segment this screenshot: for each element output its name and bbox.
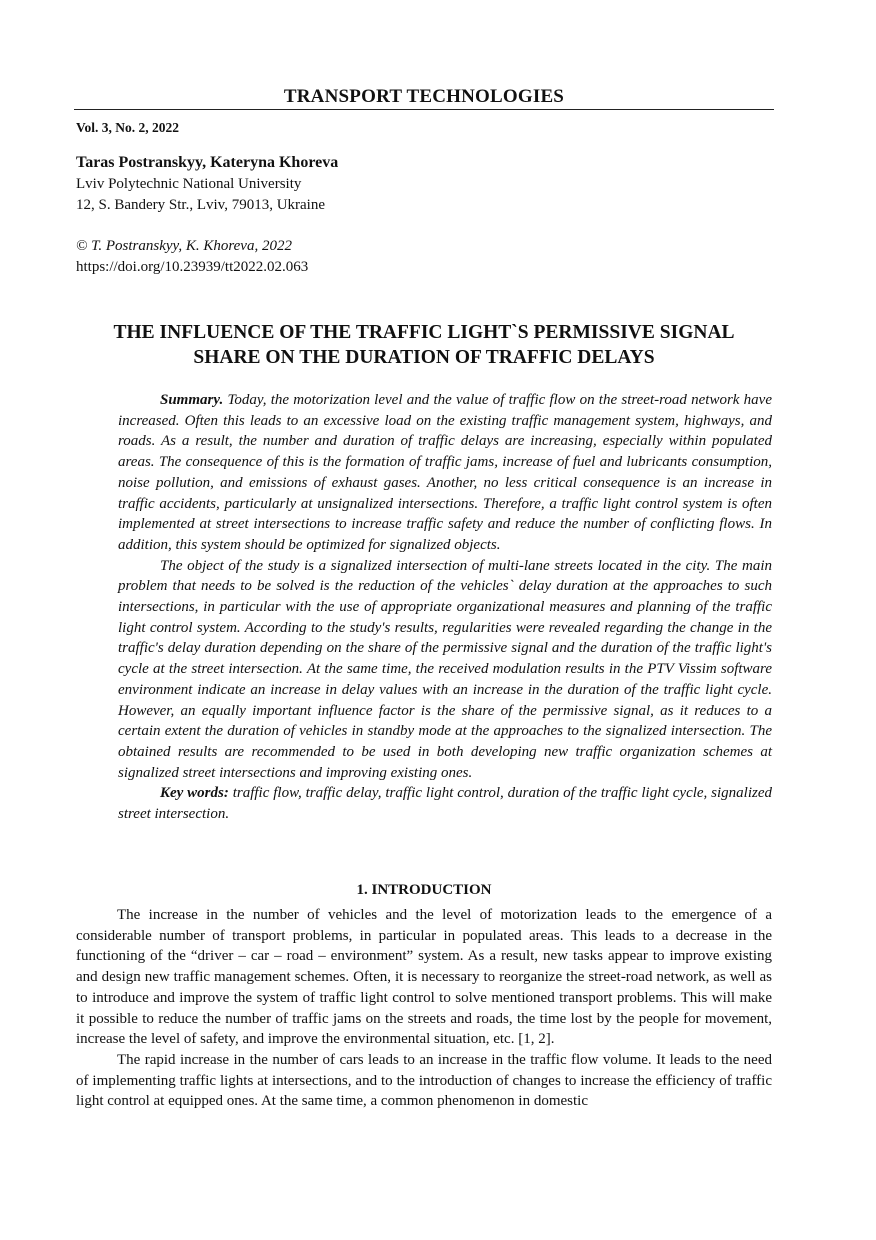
- keywords-paragraph: [118, 783, 772, 824]
- abstract: [118, 390, 772, 825]
- header-rule: [74, 109, 774, 110]
- abstract-paragraph-2: The object of the study is a signalized intersection of multi-lane streets located in the city. The main problem that needs to be solved is the reduction of the vehicles` delay duration at the approaches to such intersections, in particular with the use of appropriate organizational measures and planning of the traffic light control system. According to the study's results, regularities were revealed regarding the change in the traffic's delay duration depending on the share of the permissive signal and the duration of the traffic light's cycle at the street intersection. At the same time, the received modulation results in the PTV Vissim software environment indicate an increase in delay values with an increase in the duration of the traffic light cycle. However, an equally important influence factor is the share of the permissive signal, as it reduces to a certain extent the duration of vehicles in standby mode at the approaches to the signalized intersection. The obtained results are recommended to be used in both developing new traffic organization schemes at signalized street intersections and improving existing ones.: [118, 557, 772, 781]
- intro-paragraph-1: The increase in the number of vehicles and the level of motorization leads to the emergence of a considerable number of transport problems, in particular in populated areas. This leads to a decrease in the functioning of the “driver – car – road – environment” system. As a result, new tasks appear to improve existing and design new traffic management schemes. Often, it is necessary to reorganize the street-road network, as well as to introduce and improve the system of traffic light control to solve mentioned transport problems. This will make it possible to reduce the number of traffic jams on the streets and roads, the time lost by the people for movement, increase the level of safety, and improve the environmental situation, etc. [1, 2].: [76, 907, 772, 1048]
- keywords-text: traffic flow, traffic delay, traffic light control, duration of the traffic light cycle, signalized street intersection.: [118, 785, 772, 823]
- paper-title-line-1: THE INFLUENCE OF THE TRAFFIC LIGHT`S PERMISSIVE SIGNAL: [113, 322, 735, 343]
- author-address: 12, S. Bandery Str., Lviv, 79013, Ukraine: [76, 197, 326, 213]
- paper-title: [74, 320, 774, 370]
- intro-paragraph-2: The rapid increase in the number of cars leads to an increase in the traffic flow volume. It leads to the need of implementing traffic lights at intersections, and to the introduction of changes to increase the efficiency of traffic light control at equipped ones. At the same time, a common phenomenon in domestic: [76, 1051, 772, 1110]
- summary-label: Summary.: [160, 392, 224, 408]
- section-heading-introduction: 1. INTRODUCTION: [356, 882, 492, 898]
- summary-text: Today, the motorization level and the value of traffic flow on the street-road network have increased. Often this leads to an excessive load on the existing traffic management system, highways, and roads. As a result, the number and duration of traffic delays are increasing, especially within populated areas. The consequence of this is the formation of traffic jams, increase of fuel and lubricants consumption, noise pollution, and emissions of exhaust gases. Another, no less critical consequence is an increase in traffic accidents, particularly at unsignalized intersections. Therefore, a traffic light control system is often implemented at street intersections to increase traffic safety and reduce the number of conflicting flows. In addition, this system should be optimized for signalized objects.: [118, 392, 772, 553]
- keywords-label: Key words:: [160, 785, 229, 802]
- author-names: Taras Postranskyy, Kateryna Khoreva: [76, 154, 339, 171]
- volume-info: Vol. 3, No. 2, 2022: [76, 120, 180, 135]
- summary-paragraph: [118, 390, 772, 556]
- copyright-notice: © T. Postranskyy, K. Khoreva, 2022: [76, 238, 292, 254]
- journal-title: TRANSPORT TECHNOLOGIES: [283, 86, 565, 107]
- author-affiliation: Lviv Polytechnic National University: [76, 176, 302, 192]
- paper-title-line-2: SHARE ON THE DURATION OF TRAFFIC DELAYS: [193, 347, 655, 368]
- doi-link[interactable]: https://doi.org/10.23939/tt2022.02.063: [76, 259, 309, 275]
- introduction-body: [76, 905, 772, 1112]
